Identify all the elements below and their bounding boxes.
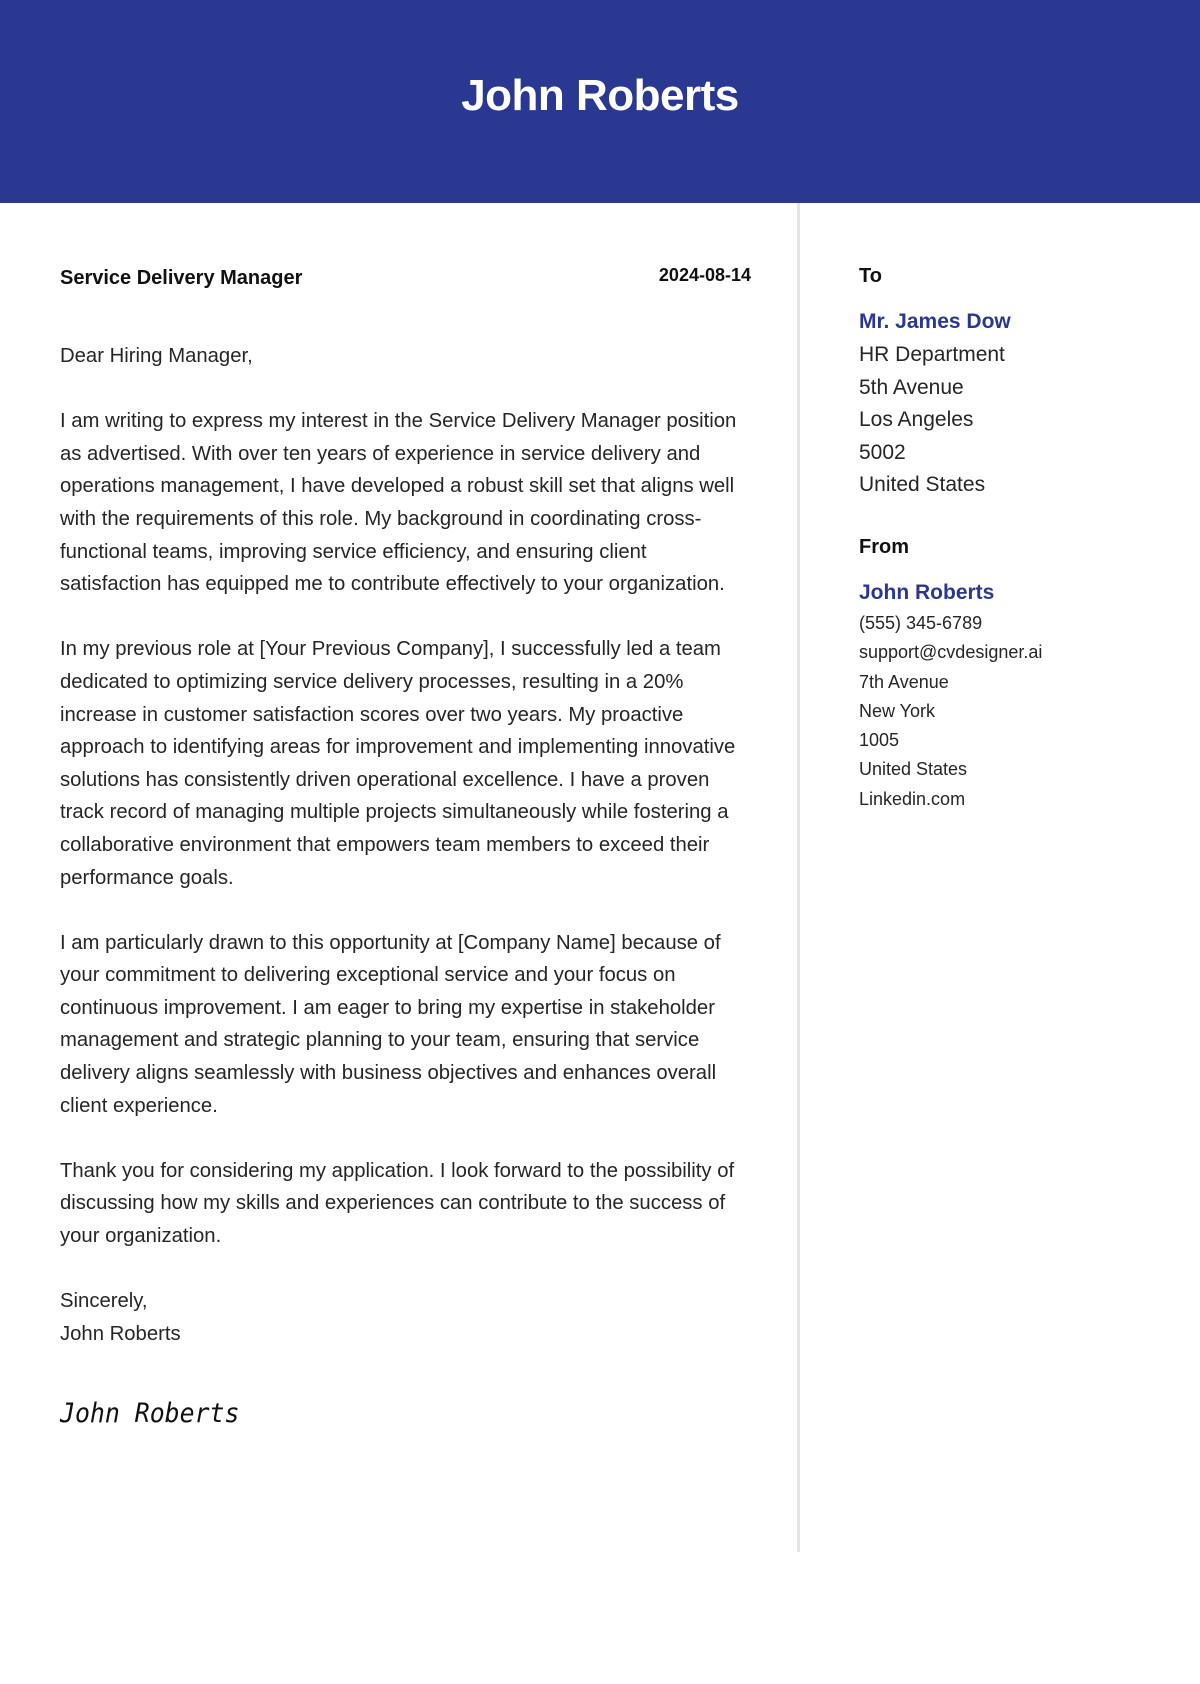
paragraph-4: Thank you for considering my application. I look forward to the possibility of discussing how my skills and experiences can contribute to the success of your organization. — [60, 1159, 735, 1248]
sender-name: John Roberts — [859, 581, 995, 604]
sender-contact — [859, 609, 1042, 814]
recipient-city: Los Angeles — [859, 408, 974, 432]
recipient-department: HR Department — [859, 343, 1005, 366]
sender-label: From — [859, 536, 909, 558]
paragraph-2: In my previous role at [Your Previous Company], I successfully led a team dedicated to optimizing service delivery processes, resulting in a 20% increase in customer satisfaction scores over two years. My proactive approach to identifying areas for improvement and implementing innovative solutions has consistently driven operational excellence. I have a proven track record of managing multiple projects simultaneously while fostering a collaborative environment that empowers team members to exceed their performance goals. — [60, 638, 736, 889]
sender-city: New York — [859, 700, 936, 721]
closing: Sincerely, — [60, 1290, 148, 1313]
page-header — [0, 0, 1200, 203]
sender-street: 7th Avenue — [859, 671, 949, 692]
sender-website[interactable]: Linkedin.com — [859, 788, 966, 809]
letter-meta — [60, 265, 751, 295]
applicant-name: John Roberts — [461, 70, 739, 120]
recipient-address — [859, 339, 1005, 502]
closing-name: John Roberts — [60, 1322, 181, 1345]
recipient-label: To — [859, 265, 882, 287]
recipient-postal-code: 5002 — [859, 440, 906, 464]
recipient-name: Mr. James Dow — [859, 310, 1011, 333]
sender-phone: (555) 345-6789 — [859, 613, 983, 633]
sender-email[interactable]: support@cvdesigner.ai — [859, 642, 1043, 663]
sender-country: United States — [859, 759, 968, 780]
greeting: Dear Hiring Manager, — [60, 345, 253, 367]
handwritten-signature: John Roberts — [60, 1398, 240, 1429]
recipient-country: United States — [859, 473, 986, 497]
sender-postal-code: 1005 — [859, 730, 900, 751]
letter-text — [60, 340, 751, 1350]
column-divider — [797, 203, 800, 1552]
paragraph-3: I am particularly drawn to this opportunity at [Company Name] because of your commitment to delivering exceptional service and your focus on continuous improvement. I am eager to bring my expertise in stakeholder management and strategic planning to your team, ensuring that service delivery aligns seamlessly with business objectives and enhances overall client experience. — [60, 931, 721, 1117]
recipient-street: 5th Avenue — [859, 375, 964, 399]
letter-date: 2024-08-14 — [658, 265, 751, 285]
job-title: Service Delivery Manager — [60, 267, 303, 289]
paragraph-1: I am writing to express my interest in the Service Delivery Manager position as advertised. With over ten years of experience in service delivery and operations management, I have developed a robust skill set that aligns well with the requirements of this role. My background in coordinating cross-functional teams, improving service efficiency, and ensuring client satisfaction has equipped me to contribute effectively to your organization. — [60, 410, 737, 596]
